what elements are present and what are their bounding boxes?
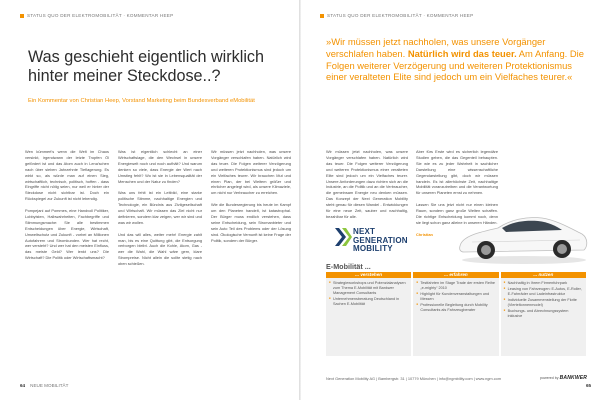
kicker-right <box>320 13 473 18</box>
pull-quote-start: »Wir müssen jetzt nachholen, was unsere Vorgänger verschlafen haben. <box>326 36 546 59</box>
folio-left <box>20 383 68 388</box>
section-label: E-Mobilität ... <box>326 262 371 271</box>
service-box-verstehen <box>326 272 411 356</box>
list-item: ■ Nachhaltig in Ihrem Firmenfuhrpark <box>504 281 583 286</box>
list-item: ■ Individuelle Zusammenstellung der Flotte (Vierteltonnenmodel) <box>504 298 583 308</box>
powered-by <box>540 375 587 381</box>
list-item: ■ Leasing von Fahrzeugen: E-Autos, E-Roller, E-Fahrräder und Ladeinfrastruktur <box>504 287 583 297</box>
paragraph: Was uns fehlt ist ein Leitbild, eine starke politische Stimme, nachhaltige Energien und Technologie, ein Bündnis aus Zivilgesellschaft und Wirtschaft. Wir müssen das Ziel nicht nur definieren, sondern klar zeigen, wer wir sind und was wir wollen. <box>118 190 202 225</box>
pull-quote <box>326 36 584 83</box>
paragraph: Pompejani auf Pommes, eine Handvoll Politiker, Lobbyisten, Halbwahrheiten, Fachbegriffe und Stimmungsmache: Sie alle bestimmen Entscheidungen über Energie, Wirtschaft, Umweltschutz und Zukunft - vorbei an Millionen Autofahrern und Stromkunden. Wer hat recht, wer versteht? Und wer hat den meisten Einfluss, das meiste Geld? Wer lenkt uns? Die Wirtschaft? Die Politik oder Wirtschaftsmacht? <box>25 208 109 261</box>
ngm-logo-mark-icon <box>333 224 353 250</box>
paragraph: Was ist eigentlich schlecht an einer Wirtschaftslage, die den Wechsel in unsere Energiewelt noch und noch aufhält? Und warum denken so viele, dass Energie der Wert nach Umstieg fehlt? Wo ist sie in Lebensqualität der Menschen und der Natur zu finden? <box>118 149 202 184</box>
kicker-left-text: STATUS QUO DER ELEKTROMOBILITÄT · KOMMENTAR HEEP <box>27 13 174 18</box>
kicker-right-text: STATUS QUO DER ELEKTROMOBILITÄT · KOMMENTAR HEEP <box>327 13 474 18</box>
box-list <box>326 281 411 307</box>
author-signature: Christian <box>416 231 433 237</box>
paragraph: Wir müssen jetzt nachholen, was unsere Vorgänger verschlafen haben. Natürlich wird das teuer. Die Folgen weiterer Verzögerung und weiteren Protektionismus einer veralteten Elite sind jedoch um ein Vielfaches teurer. Unsere Anforderungen dazu richten sich an die Industrie, an die Politik und an die Verbraucher, die gemeinsam Energie neu denken müssen. Das Konzept der Next Generation Mobility steht genau für diesen Wandel - Entwicklungen für eine neue Zeit, sauber und nachhaltig, bezahlbar für alle. <box>326 149 408 219</box>
next-generation-mobility-logo <box>333 224 448 254</box>
paragraph: Lassen Sie uns jetzt nicht nur einen kleinen Raum, sondern ganz große Welten schaffen. Die richtige Entscheidung kommt noch, denn sie liegt schon ganz alleine in unseren Händen. <box>416 202 498 225</box>
list-item: ■ Highlight für Kundenveranstaltungen und Messen <box>416 292 495 302</box>
ngm-logo-wordmark <box>353 228 408 254</box>
paragraph: Aber fürs Erste wird es sicherlich legendäre Studien geben, die das Gegenteil behaupten. Sie wie es zu jeder Wahrheit in sachlicher Darstellung eine wissenschaftliche Gegendarstellung gibt, doch wir müssen handeln. Es ist allerhöchste Zeit, nachhaltige Mobilität voranzutreiben und die Verantwortung für unseren Planeten ernst zu nehmen. <box>416 149 498 196</box>
article-headline: Was geschieht eigentlich wirklich hinter meiner Steckdose..? <box>28 48 265 85</box>
body-column-2 <box>118 149 202 273</box>
contact-line: Next Generation Mobility AG | Bambergstr. 31 | 10779 München | info@ngmbility.com | www.ngm.com <box>326 376 502 381</box>
body-column-3 <box>211 149 291 249</box>
section-name-left: NEUE MOBILITÄT <box>30 383 69 388</box>
box-title: ... erfahren <box>413 272 498 278</box>
box-title: ... verstehen <box>326 272 411 278</box>
service-box-erfahren <box>413 272 498 356</box>
service-box-nutzen <box>501 272 586 356</box>
orange-square-icon <box>320 14 324 18</box>
list-item: ■ Professionelle Begleitung durch Mobility Consultants als Fahrzeugberater <box>416 303 495 313</box>
paragraph: Wen kümmert's wenn die Welt im Chaos versinkt, irgendwann der letzte Tropfen Öl gefördert ist und das Atom auch in Lena'schen nach über sieben Jahrzehnte Tieflagerung. Es wirkt so, als würde man auf einen Sieg, wirtschaftlich, technisch, politisch, hoffen - dass Eingriffe nicht nötig seien, nur weil er hinter der Steckdose nicht sichtbar ist. Doch ein Rückspiegel zur Zukunft ist nicht lebendig. <box>25 149 109 202</box>
powered-label: powered by <box>540 376 559 380</box>
paragraph: Wir müssen jetzt nachholen, was unsere Vorgänger verschlafen haben. Natürlich wird das teuer. Die Folgen weiterer Verzögerung und weiteren Protektionismus sind jedoch um ein Vielfaches teurer. Wir brauchen Mut und einen Plan, der bei Weitem größer und ehrlicher angelegt wird, als unsere Klimaziele, um nicht nur Verbraucher zu erreichen. <box>211 149 291 196</box>
logo-line-3: MOBILITY <box>353 244 393 254</box>
electric-sports-car-image <box>452 202 592 266</box>
logo-line-1: NEXT <box>353 227 376 236</box>
list-item: ■ Strategieworkshops und Potenzialanalysen zum Thema E-Mobilität mit Bankwer Management Consultants <box>329 281 408 296</box>
service-boxes <box>326 272 586 356</box>
body-column-1 <box>25 149 109 267</box>
kicker-left <box>20 13 173 18</box>
box-title: ... nutzen <box>501 272 586 278</box>
orange-square-icon <box>20 14 24 18</box>
list-item: ■ Buchungs- und Abrechnungssystem inklusive <box>504 309 583 319</box>
body-column-4 <box>326 149 408 226</box>
list-item: ■ Unternehmensberatung Deutschland in Sachen E-Mobilität <box>329 297 408 307</box>
pull-quote-bold: Natürlich wird das teuer. <box>407 47 517 59</box>
logo-line-2: GENERATION <box>353 235 408 245</box>
article-subline: Ein Kommentar von Christian Heep, Vorstand Marketing beim Bundesverband eMobilität <box>28 98 255 104</box>
page-number-right: 65 <box>586 383 592 388</box>
paragraph: Wie die Bundesregierung bis heute im Kampf um den Planeten handelt, ist katastrophal. Der Bürger muss endlich verstehen, dass seine Entscheidung, sein Stromanbieter und sein Auto Teil des Problems oder der Lösung sind. Ökologische Vernunft ist keine Frage der Politik, sondern der Bürger. <box>211 202 291 243</box>
paragraph: Und das will alles, weiter mehr! Energie zahlt man, bis es eine Quittung gibt, die Entsorgung verborgen bleibt. Auch die Kohle, Atom, Gas - wer die Wahl, die Wahl wäre gern, klare Strompreise. Nicht allein die sollte stetig nach oben schießen. <box>118 231 202 267</box>
powered-brand-logo: BANKWER <box>559 375 588 381</box>
box-list <box>413 281 498 313</box>
box-list <box>501 281 586 319</box>
pull-quote-end: Am Anfang. Die Folgen weiterer Verzögerung und weiteren Protektionismus einer veralteten Elite sind jedoch um ein Vielfaches teurer.« <box>326 47 584 83</box>
page-number-left: 64 <box>20 383 26 388</box>
list-item: ■ Testfahrten im Stage Trade der ersten Reihe „e-mighty“ 2010 <box>416 281 495 291</box>
page-gutter <box>299 0 301 400</box>
